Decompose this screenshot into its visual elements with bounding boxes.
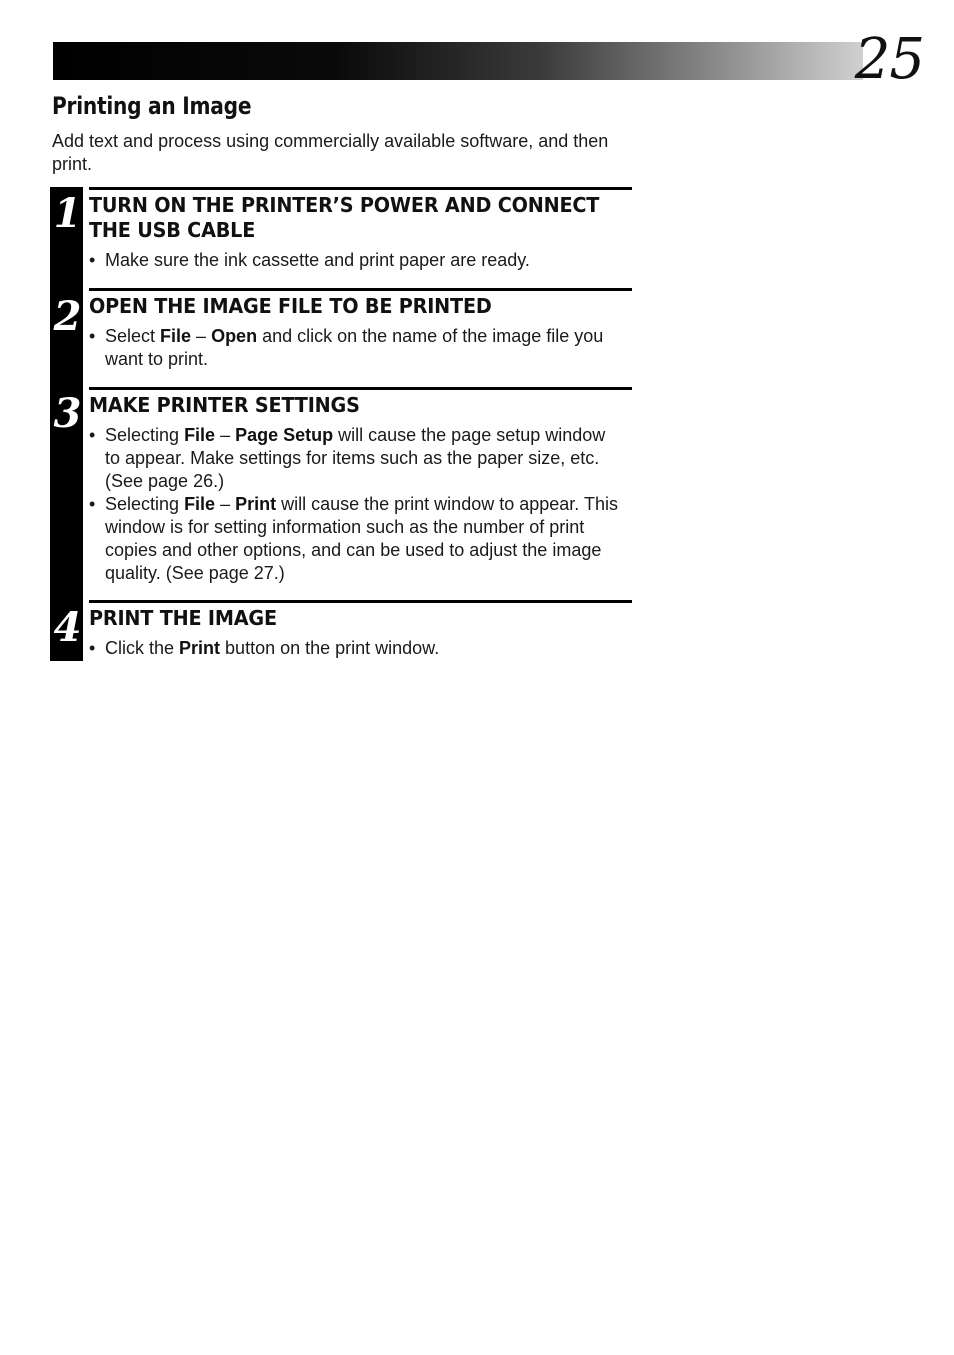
menu-separator: –: [215, 494, 236, 514]
bullet-item: [89, 424, 625, 493]
bullet-mark: •: [89, 425, 96, 445]
step-number: 3: [53, 390, 82, 437]
step-heading: PRINT THE IMAGE: [89, 606, 277, 630]
section-title: Printing an Image: [52, 92, 252, 120]
bullet-list: [89, 637, 632, 660]
menu-separator: –: [215, 425, 236, 445]
step-number-column: [50, 288, 83, 387]
button-term-print: Print: [179, 638, 221, 658]
bullet-list: [89, 249, 632, 272]
menu-term-page-setup: Page Setup: [235, 425, 334, 445]
menu-term-file: File: [160, 326, 192, 346]
step-3: [50, 387, 632, 600]
steps-list: [50, 187, 632, 661]
bullet-text-post: will cause the print window to appear. This window is for setting information such as the number of print copies and other options, and can be used to adjust the image quality. (See page 27.): [105, 494, 618, 583]
menu-term-file: File: [184, 425, 216, 445]
bullet-text-post: will cause the page setup window to appear. Make settings for items such as the paper size, etc. (See page 26.): [105, 425, 606, 491]
bullet-text-pre: Click the: [105, 638, 180, 658]
step-number-column: [50, 387, 83, 600]
bullet-mark: •: [89, 494, 96, 514]
step-1: [50, 187, 632, 288]
step-heading: MAKE PRINTER SETTINGS: [89, 393, 360, 417]
menu-separator: –: [191, 326, 212, 346]
bullet-item: [89, 325, 625, 371]
menu-term-print: Print: [235, 494, 277, 514]
step-number-column: [50, 600, 83, 661]
bullet-text: Make sure the ink cassette and print paper are ready.: [105, 250, 530, 270]
bullet-item: [89, 493, 625, 585]
step-body: [89, 187, 632, 288]
step-heading: TURN ON THE PRINTER’S POWER AND CONNECT THE USB CABLE: [89, 193, 600, 242]
bullet-list: [89, 325, 632, 371]
step-number: 1: [53, 190, 82, 237]
bullet-text-pre: Select: [105, 326, 161, 346]
step-number: 2: [53, 293, 82, 340]
intro-paragraph: Add text and process using commercially available software, and then print.: [52, 131, 609, 174]
step-number-column: [50, 187, 83, 288]
bullet-item: [89, 637, 625, 660]
step-body: [89, 288, 632, 387]
bullet-mark: •: [89, 250, 96, 270]
bullet-mark: •: [89, 638, 96, 658]
step-body: [89, 387, 632, 600]
bullet-text-post: button on the print window.: [220, 638, 440, 658]
menu-term-file: File: [184, 494, 216, 514]
bullet-list: [89, 424, 632, 585]
bullet-mark: •: [89, 326, 96, 346]
menu-term-open: Open: [211, 326, 258, 346]
bullet-text-pre: Selecting: [105, 425, 185, 445]
step-2: [50, 288, 632, 387]
step-body: [89, 600, 632, 661]
step-4: [50, 600, 632, 661]
bullet-text-post: and click on the name of the image file you want to print.: [105, 326, 604, 369]
bullet-text-pre: Selecting: [105, 494, 185, 514]
step-number: 4: [53, 604, 82, 651]
page-number: 25: [854, 27, 924, 92]
bullet-item: [89, 249, 625, 272]
step-heading: OPEN THE IMAGE FILE TO BE PRINTED: [89, 294, 492, 318]
header-gradient-bar: [53, 42, 863, 80]
